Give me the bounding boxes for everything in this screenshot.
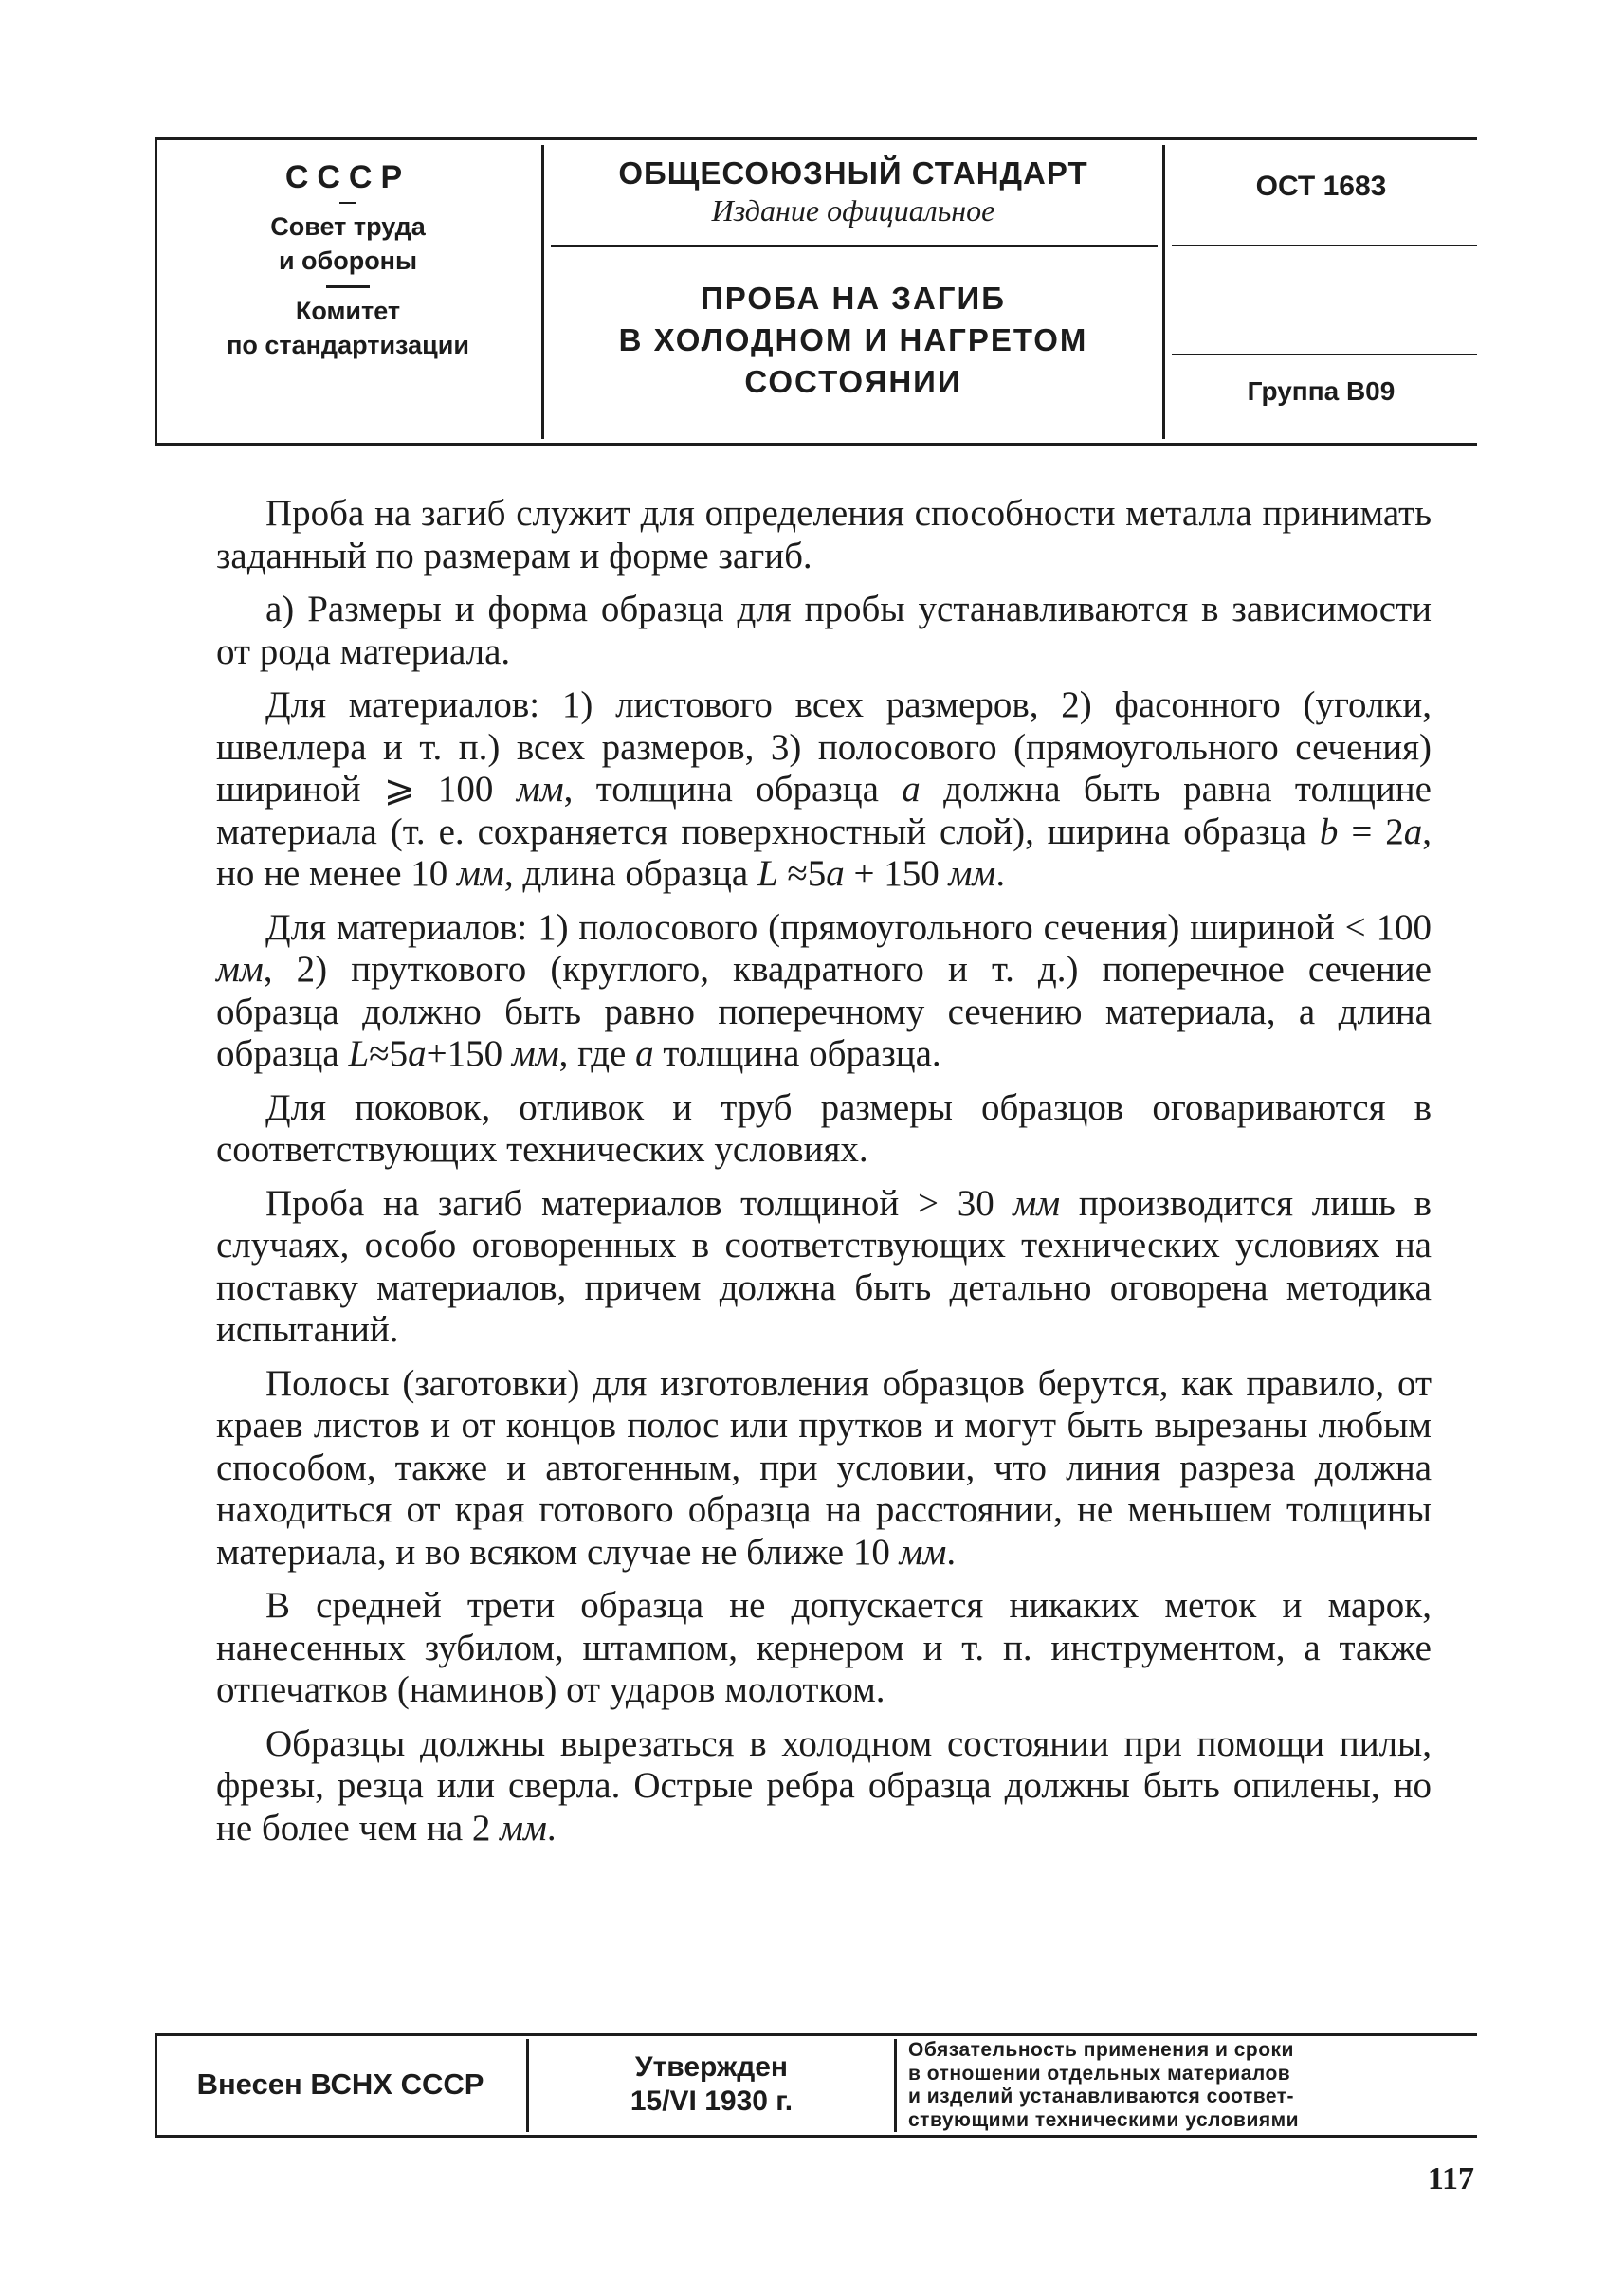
standard-group: Группа В09 — [1247, 376, 1396, 406]
paragraph-strip-materials: Для материалов: 1) полосового (прямоугольного сечения) шириной < 100 мм, 2) пруткового (круглого, квадратного и т. д.) поперечное сечение образца должно быть равно поперечному сечению материала, а длина образца L≈5а+150 мм, где а толщина образца. — [216, 906, 1432, 1074]
title-line-3: СОСТОЯНИИ — [744, 364, 962, 399]
org-council-line-2: и обороны — [278, 246, 418, 275]
org-committee-line-2: по стандартизации — [227, 331, 469, 359]
header-middle-rule — [551, 245, 1158, 247]
standard-code: ОСТ 1683 — [1255, 171, 1387, 202]
introduced-by: Внесен ВСНХ СССР — [196, 2067, 484, 2101]
issuing-organization — [155, 156, 541, 362]
header-top-rule — [155, 137, 1477, 140]
obligation-line-4: ствующими техническими условиями — [908, 2108, 1300, 2131]
standard-header — [155, 137, 1477, 446]
org-council-line-1: Совет труда — [270, 212, 426, 241]
separator-dash — [326, 285, 370, 288]
edition-note: Издание официальное — [711, 193, 995, 228]
footer-divider-2 — [894, 2039, 897, 2132]
footer-top-rule — [155, 2033, 1477, 2036]
obligation-line-2: в отношении отдельных материалов — [908, 2062, 1291, 2085]
header-bottom-rule — [155, 443, 1477, 446]
standard-type-block — [544, 155, 1162, 228]
standard-footer — [155, 2033, 1477, 2138]
paragraph-cold-cutting: Образцы должны вырезаться в холодном состоянии при помощи пилы, фрезы, резца или сверла. Острые ребра образца должны быть опилены, но не более чем на 2 мм. — [216, 1722, 1432, 1849]
page-number: 117 — [1427, 2161, 1474, 2196]
paragraph-purpose: Проба на загиб служит для определения способности металла принимать заданный по размерам и форме загиб. — [216, 493, 1432, 576]
approved-label: Утвержден — [634, 2051, 789, 2083]
org-committee-line-1: Комитет — [295, 297, 401, 325]
obligation-line-1: Обязательность применения и сроки — [908, 2039, 1294, 2061]
title-line-1: ПРОБА НА ЗАГИБ — [701, 281, 1006, 316]
footer-bottom-rule — [155, 2135, 1477, 2138]
obligation-note — [908, 2039, 1475, 2132]
paragraph-sample-size: а) Размеры и форма образца для пробы устанавливаются в зависимости от рода материала. — [216, 589, 1432, 672]
separator-dash — [339, 202, 356, 204]
standard-body — [216, 493, 1432, 1861]
paragraph-sheet-materials: Для материалов: 1) листового всех размеров, 2) фасонного (уголки, швеллера и т. п.) всех размеров, 3) полосового (прямоугольного сечения) шириной ⩾ 100 мм, толщина образца а должна быть равна толщине материала (т. е. сохраняется поверхностный слой), ширина образца b = 2а, но не менее 10 мм, длина образца L ≈5а + 150 мм. — [216, 684, 1432, 894]
approval-info — [529, 2050, 894, 2119]
paragraph-thickness-limit: Проба на загиб материалов толщиной > 30 мм производится лишь в случаях, особо оговоренных в соответствующих технических условиях на поставку материалов, причем должна быть детально оговорена методика испытаний. — [216, 1182, 1432, 1350]
paragraph-forgings: Для поковок, отливок и труб размеры образцов оговариваются в соответствующих технических условиях. — [216, 1086, 1432, 1170]
paragraph-marks: В средней трети образца не допускается никаких меток и марок, нанесенных зубилом, штампом, кернером и т. п. инструментом, а также отпечатков (наминов) от ударов молотком. — [216, 1585, 1432, 1710]
approved-date: 15/VI 1930 г. — [630, 2086, 794, 2117]
title-line-2: В ХОЛОДНОМ И НАГРЕТОМ — [618, 322, 1088, 357]
obligation-line-3: и изделий устанавливаются соответ- — [908, 2086, 1295, 2107]
paragraph-blank-cutting: Полосы (заготовки) для изготовления образцов берутся, как правило, от краев листов и от концов полос или прутков и могут быть вырезаны любым способом, также и автогенным, при условии, что линия разреза должна находиться от края готового образца на расстоянии, не меньшем толщины материала, и во всяком случае не ближе 10 мм. — [216, 1362, 1432, 1573]
header-right-rule-2 — [1172, 354, 1477, 355]
header-right-rule-1 — [1172, 245, 1477, 246]
standard-title — [544, 278, 1162, 403]
org-country: СССР — [284, 159, 411, 195]
standard-type: ОБЩЕСОЮЗНЫЙ СТАНДАРТ — [618, 155, 1088, 191]
